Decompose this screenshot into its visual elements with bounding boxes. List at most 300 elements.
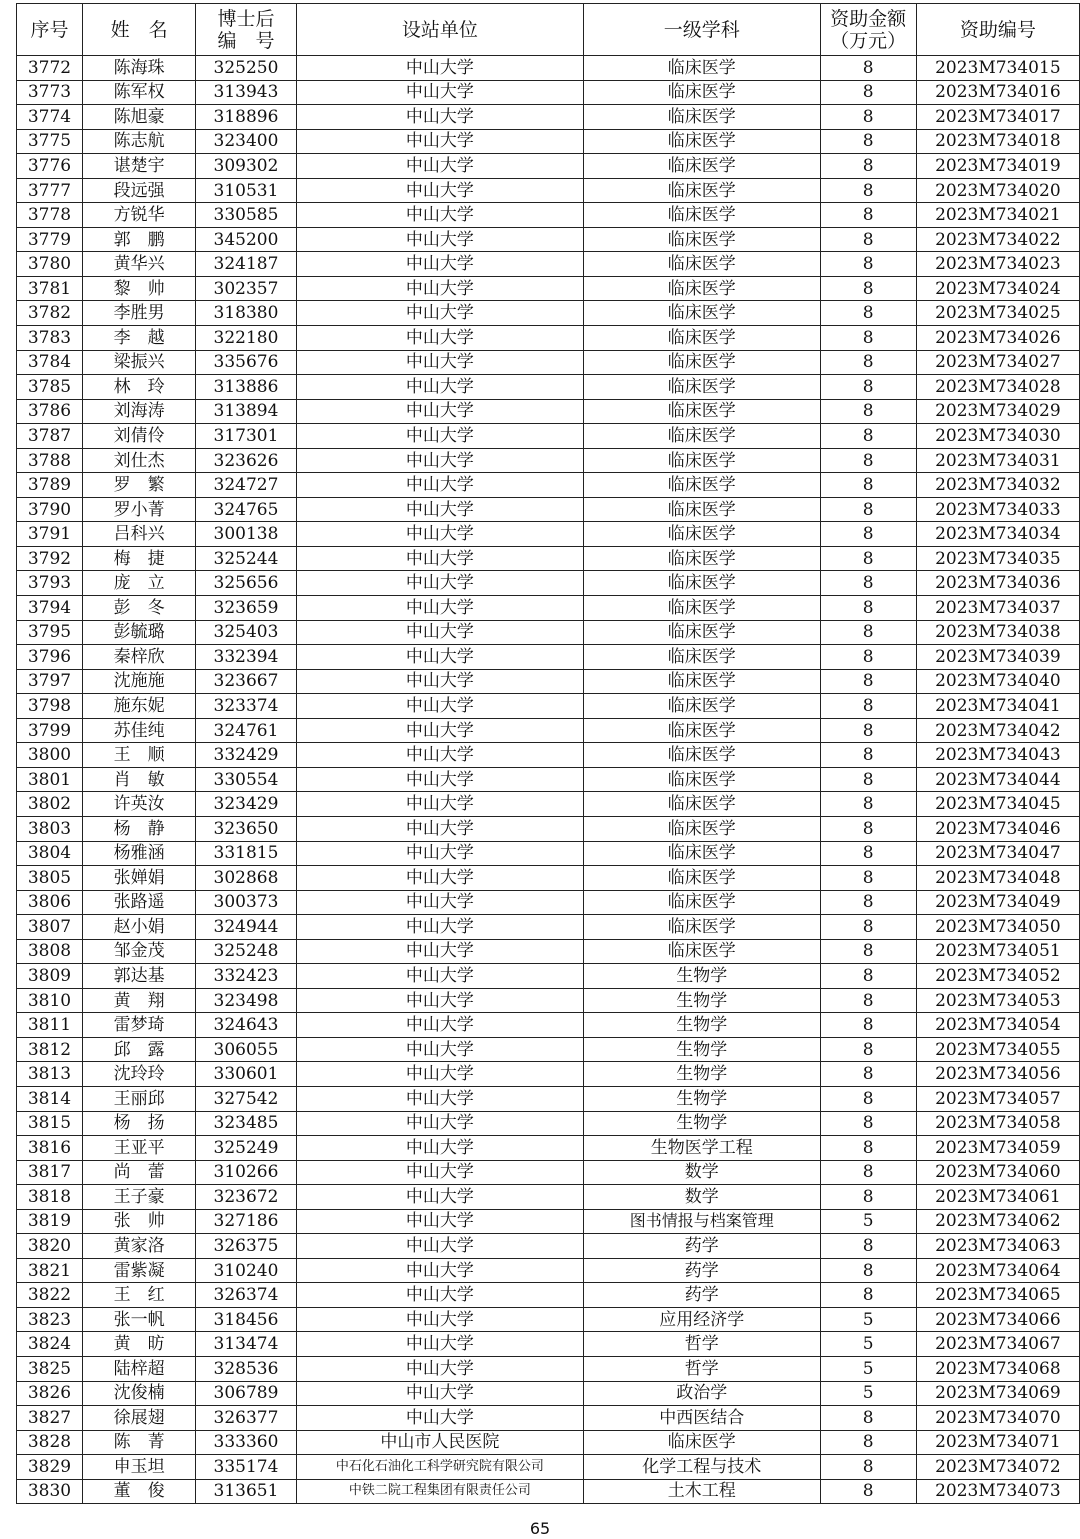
cell-postdoc-no: 318456 [196,1307,296,1332]
cell-seq: 3802 [17,792,83,817]
cell-amount: 8 [820,792,916,817]
cell-postdoc-no: 328536 [196,1356,296,1381]
table-row [17,56,1080,81]
table-row [17,497,1080,522]
table-row [17,1479,1080,1504]
cell-amount: 8 [820,252,916,277]
cell-postdoc-no: 313894 [196,399,296,424]
cell-discipline: 临床医学 [583,866,820,891]
cell-unit: 中山大学 [296,424,583,449]
cell-name: 陆梓超 [82,1356,195,1381]
cell-grant-no: 2023M734056 [916,1062,1079,1087]
cell-seq: 3778 [17,203,83,228]
cell-unit: 中山大学 [296,964,583,989]
cell-amount: 8 [820,620,916,645]
table-row [17,816,1080,841]
cell-discipline: 数学 [583,1185,820,1210]
cell-seq: 3782 [17,301,83,326]
cell-grant-no: 2023M734051 [916,939,1079,964]
cell-postdoc-no: 324765 [196,497,296,522]
cell-amount: 8 [820,571,916,596]
cell-grant-no: 2023M734070 [916,1406,1079,1431]
cell-amount: 8 [820,1111,916,1136]
cell-name: 王 顺 [82,743,195,768]
cell-unit: 中山大学 [296,154,583,179]
cell-name: 李 越 [82,326,195,351]
cell-discipline: 临床医学 [583,276,820,301]
cell-name: 赵小娟 [82,915,195,940]
cell-amount: 8 [820,988,916,1013]
cell-amount: 5 [820,1332,916,1357]
cell-seq: 3783 [17,326,83,351]
table-row [17,1160,1080,1185]
cell-unit: 中山大学 [296,497,583,522]
cell-discipline: 临床医学 [583,399,820,424]
cell-amount: 8 [820,1037,916,1062]
cell-unit: 中山大学 [296,448,583,473]
cell-amount: 8 [820,694,916,719]
cell-discipline: 临床医学 [583,154,820,179]
cell-postdoc-no: 318896 [196,105,296,130]
cell-name: 王子豪 [82,1185,195,1210]
cell-seq: 3824 [17,1332,83,1357]
cell-postdoc-no: 323498 [196,988,296,1013]
cell-name: 吕科兴 [82,522,195,547]
cell-amount: 8 [820,227,916,252]
cell-seq: 3828 [17,1430,83,1455]
cell-discipline: 临床医学 [583,620,820,645]
table-row [17,326,1080,351]
cell-postdoc-no: 325244 [196,546,296,571]
cell-amount: 8 [820,178,916,203]
cell-seq: 3775 [17,129,83,154]
cell-discipline: 临床医学 [583,80,820,105]
cell-amount: 8 [820,767,916,792]
cell-grant-no: 2023M734025 [916,301,1079,326]
cell-grant-no: 2023M734019 [916,154,1079,179]
cell-discipline: 临床医学 [583,890,820,915]
cell-discipline: 临床医学 [583,522,820,547]
header-discipline: 一级学科 [583,4,820,56]
cell-unit: 中山大学 [296,1136,583,1161]
cell-seq: 3774 [17,105,83,130]
cell-grant-no: 2023M734071 [916,1430,1079,1455]
cell-seq: 3830 [17,1479,83,1504]
cell-grant-no: 2023M734065 [916,1283,1079,1308]
cell-unit: 中石化石油化工科学研究院有限公司 [296,1455,583,1480]
cell-seq: 3818 [17,1185,83,1210]
cell-seq: 3825 [17,1356,83,1381]
cell-discipline: 临床医学 [583,694,820,719]
cell-amount: 8 [820,915,916,940]
cell-amount: 8 [820,301,916,326]
cell-name: 尚 蕾 [82,1160,195,1185]
table-row [17,694,1080,719]
cell-discipline: 临床医学 [583,129,820,154]
cell-discipline: 临床医学 [583,497,820,522]
cell-postdoc-no: 323429 [196,792,296,817]
cell-grant-no: 2023M734042 [916,718,1079,743]
table-row [17,1356,1080,1381]
cell-discipline: 中西医结合 [583,1406,820,1431]
cell-unit: 中山大学 [296,375,583,400]
cell-name: 林 玲 [82,375,195,400]
table-row [17,227,1080,252]
cell-unit: 中山大学 [296,718,583,743]
cell-amount: 8 [820,890,916,915]
table-row [17,988,1080,1013]
cell-postdoc-no: 313886 [196,375,296,400]
cell-seq: 3815 [17,1111,83,1136]
table-row [17,252,1080,277]
cell-amount: 8 [820,497,916,522]
table-row [17,743,1080,768]
cell-postdoc-no: 330585 [196,203,296,228]
cell-discipline: 生物学 [583,988,820,1013]
cell-seq: 3829 [17,1455,83,1480]
cell-postdoc-no: 310240 [196,1258,296,1283]
cell-name: 雷紫凝 [82,1258,195,1283]
cell-discipline: 生物学 [583,1013,820,1038]
cell-seq: 3781 [17,276,83,301]
cell-grant-no: 2023M734052 [916,964,1079,989]
cell-discipline: 临床医学 [583,350,820,375]
cell-name: 陈志航 [82,129,195,154]
cell-postdoc-no: 310531 [196,178,296,203]
cell-postdoc-no: 323672 [196,1185,296,1210]
cell-discipline: 临床医学 [583,178,820,203]
cell-postdoc-no: 327186 [196,1209,296,1234]
cell-unit: 中山大学 [296,1406,583,1431]
cell-unit: 中山大学 [296,227,583,252]
cell-seq: 3807 [17,915,83,940]
cell-grant-no: 2023M734059 [916,1136,1079,1161]
table-row [17,1406,1080,1431]
table-row [17,105,1080,130]
cell-discipline: 临床医学 [583,767,820,792]
cell-amount: 8 [820,399,916,424]
cell-name: 黄家洛 [82,1234,195,1259]
cell-name: 王 红 [82,1283,195,1308]
cell-discipline: 临床医学 [583,301,820,326]
table-row [17,1062,1080,1087]
cell-amount: 8 [820,596,916,621]
cell-discipline: 临床医学 [583,939,820,964]
cell-grant-no: 2023M734028 [916,375,1079,400]
cell-grant-no: 2023M734034 [916,522,1079,547]
header-unit: 设站单位 [296,4,583,56]
table-row [17,1086,1080,1111]
cell-discipline: 临床医学 [583,56,820,81]
cell-postdoc-no: 335174 [196,1455,296,1480]
cell-amount: 8 [820,546,916,571]
cell-postdoc-no: 322180 [196,326,296,351]
cell-amount: 8 [820,522,916,547]
table-row [17,399,1080,424]
cell-unit: 中山大学 [296,546,583,571]
cell-seq: 3780 [17,252,83,277]
header-postdoc-no-line2: 编 号 [217,29,275,52]
table-row [17,596,1080,621]
cell-seq: 3798 [17,694,83,719]
cell-grant-no: 2023M734066 [916,1307,1079,1332]
cell-postdoc-no: 325656 [196,571,296,596]
cell-unit: 中山市人民医院 [296,1430,583,1455]
cell-discipline: 临床医学 [583,203,820,228]
cell-postdoc-no: 325250 [196,56,296,81]
cell-unit: 中山大学 [296,326,583,351]
cell-unit: 中山大学 [296,1234,583,1259]
cell-name: 郭达基 [82,964,195,989]
cell-grant-no: 2023M734044 [916,767,1079,792]
cell-unit: 中山大学 [296,939,583,964]
table-row [17,939,1080,964]
cell-amount: 8 [820,841,916,866]
table-row [17,1430,1080,1455]
cell-grant-no: 2023M734036 [916,571,1079,596]
cell-seq: 3808 [17,939,83,964]
cell-seq: 3793 [17,571,83,596]
cell-discipline: 数学 [583,1160,820,1185]
cell-grant-no: 2023M734018 [916,129,1079,154]
cell-seq: 3773 [17,80,83,105]
cell-grant-no: 2023M734067 [916,1332,1079,1357]
cell-name: 罗 繁 [82,473,195,498]
cell-amount: 8 [820,866,916,891]
cell-amount: 8 [820,203,916,228]
cell-amount: 8 [820,1258,916,1283]
cell-postdoc-no: 332423 [196,964,296,989]
cell-grant-no: 2023M734054 [916,1013,1079,1038]
header-postdoc-no-line1: 博士后 [217,7,275,30]
table-row [17,1283,1080,1308]
cell-seq: 3797 [17,669,83,694]
cell-name: 施东妮 [82,694,195,719]
cell-name: 许英汝 [82,792,195,817]
cell-name: 张一帆 [82,1307,195,1332]
cell-postdoc-no: 325403 [196,620,296,645]
cell-postdoc-no: 326375 [196,1234,296,1259]
cell-discipline: 临床医学 [583,227,820,252]
table-row [17,1185,1080,1210]
cell-amount: 8 [820,1136,916,1161]
table-row [17,129,1080,154]
cell-unit: 中山大学 [296,1209,583,1234]
table-header [17,4,1080,56]
cell-seq: 3784 [17,350,83,375]
cell-seq: 3796 [17,645,83,670]
cell-grant-no: 2023M734041 [916,694,1079,719]
cell-name: 黄华兴 [82,252,195,277]
cell-grant-no: 2023M734021 [916,203,1079,228]
cell-grant-no: 2023M734053 [916,988,1079,1013]
cell-amount: 8 [820,105,916,130]
cell-discipline: 临床医学 [583,424,820,449]
cell-unit: 中山大学 [296,743,583,768]
cell-name: 刘倩伶 [82,424,195,449]
cell-amount: 5 [820,1356,916,1381]
cell-amount: 8 [820,669,916,694]
cell-amount: 8 [820,326,916,351]
cell-postdoc-no: 325249 [196,1136,296,1161]
cell-unit: 中山大学 [296,915,583,940]
cell-grant-no: 2023M734069 [916,1381,1079,1406]
cell-postdoc-no: 313651 [196,1479,296,1504]
cell-discipline: 临床医学 [583,743,820,768]
table-row [17,1332,1080,1357]
cell-seq: 3805 [17,866,83,891]
cell-grant-no: 2023M734023 [916,252,1079,277]
cell-grant-no: 2023M734017 [916,105,1079,130]
cell-seq: 3772 [17,56,83,81]
cell-grant-no: 2023M734047 [916,841,1079,866]
cell-postdoc-no: 327542 [196,1086,296,1111]
cell-name: 刘仕杰 [82,448,195,473]
funding-list-sheet [16,3,1080,1504]
cell-grant-no: 2023M734015 [916,56,1079,81]
cell-discipline: 生物学 [583,1111,820,1136]
cell-name: 李胜男 [82,301,195,326]
cell-postdoc-no: 323650 [196,816,296,841]
cell-grant-no: 2023M734027 [916,350,1079,375]
cell-amount: 8 [820,375,916,400]
cell-seq: 3816 [17,1136,83,1161]
cell-seq: 3777 [17,178,83,203]
cell-discipline: 生物学 [583,1086,820,1111]
cell-name: 黄 昉 [82,1332,195,1357]
cell-name: 董 俊 [82,1479,195,1504]
cell-name: 郭 鹏 [82,227,195,252]
cell-grant-no: 2023M734040 [916,669,1079,694]
cell-unit: 中山大学 [296,350,583,375]
cell-unit: 中山大学 [296,1283,583,1308]
table-row [17,154,1080,179]
cell-unit: 中山大学 [296,645,583,670]
cell-grant-no: 2023M734073 [916,1479,1079,1504]
cell-seq: 3814 [17,1086,83,1111]
cell-discipline: 哲学 [583,1332,820,1357]
table-row [17,276,1080,301]
table-row [17,448,1080,473]
cell-discipline: 临床医学 [583,1430,820,1455]
cell-seq: 3821 [17,1258,83,1283]
header-amount [820,4,916,56]
cell-seq: 3812 [17,1037,83,1062]
cell-discipline: 临床医学 [583,448,820,473]
cell-seq: 3810 [17,988,83,1013]
cell-name: 雷梦琦 [82,1013,195,1038]
cell-discipline: 图书情报与档案管理 [583,1209,820,1234]
cell-name: 苏佳纯 [82,718,195,743]
cell-postdoc-no: 318380 [196,301,296,326]
cell-amount: 8 [820,473,916,498]
cell-unit: 中山大学 [296,276,583,301]
cell-grant-no: 2023M734033 [916,497,1079,522]
cell-name: 刘海涛 [82,399,195,424]
cell-name: 秦梓欣 [82,645,195,670]
cell-name: 庞 立 [82,571,195,596]
cell-postdoc-no: 324643 [196,1013,296,1038]
table-row [17,645,1080,670]
cell-name: 王丽邱 [82,1086,195,1111]
cell-discipline: 药学 [583,1283,820,1308]
cell-discipline: 临床医学 [583,473,820,498]
cell-unit: 中山大学 [296,1111,583,1136]
cell-discipline: 临床医学 [583,669,820,694]
table-row [17,1111,1080,1136]
cell-name: 申玉坦 [82,1455,195,1480]
cell-discipline: 临床医学 [583,326,820,351]
cell-seq: 3823 [17,1307,83,1332]
cell-grant-no: 2023M734029 [916,399,1079,424]
cell-name: 邱 露 [82,1037,195,1062]
cell-postdoc-no: 324187 [196,252,296,277]
cell-unit: 中山大学 [296,1160,583,1185]
cell-name: 段远强 [82,178,195,203]
cell-unit: 中山大学 [296,1381,583,1406]
cell-name: 沈玲玲 [82,1062,195,1087]
table-row [17,1037,1080,1062]
cell-grant-no: 2023M734024 [916,276,1079,301]
table-row [17,1234,1080,1259]
table-row [17,546,1080,571]
cell-unit: 中山大学 [296,1062,583,1087]
cell-grant-no: 2023M734032 [916,473,1079,498]
cell-name: 罗小菁 [82,497,195,522]
cell-postdoc-no: 323659 [196,596,296,621]
cell-amount: 8 [820,964,916,989]
cell-amount: 5 [820,1209,916,1234]
cell-postdoc-no: 323667 [196,669,296,694]
cell-unit: 中山大学 [296,252,583,277]
cell-seq: 3785 [17,375,83,400]
cell-postdoc-no: 323485 [196,1111,296,1136]
cell-unit: 中山大学 [296,105,583,130]
cell-grant-no: 2023M734072 [916,1455,1079,1480]
cell-name: 杨 扬 [82,1111,195,1136]
cell-seq: 3795 [17,620,83,645]
cell-unit: 中山大学 [296,80,583,105]
cell-discipline: 临床医学 [583,105,820,130]
cell-discipline: 药学 [583,1234,820,1259]
cell-postdoc-no: 345200 [196,227,296,252]
cell-seq: 3779 [17,227,83,252]
cell-unit: 中山大学 [296,1258,583,1283]
cell-amount: 8 [820,56,916,81]
table-row [17,80,1080,105]
table-row [17,1013,1080,1038]
table-row [17,964,1080,989]
cell-discipline: 生物学 [583,964,820,989]
cell-grant-no: 2023M734030 [916,424,1079,449]
table-row [17,301,1080,326]
table-row [17,473,1080,498]
cell-seq: 3787 [17,424,83,449]
cell-name: 彭毓璐 [82,620,195,645]
cell-name: 黄 翔 [82,988,195,1013]
cell-name: 张路遥 [82,890,195,915]
table-row [17,767,1080,792]
cell-postdoc-no: 302868 [196,866,296,891]
cell-grant-no: 2023M734031 [916,448,1079,473]
cell-unit: 中山大学 [296,1185,583,1210]
cell-seq: 3791 [17,522,83,547]
cell-grant-no: 2023M734055 [916,1037,1079,1062]
cell-seq: 3806 [17,890,83,915]
cell-amount: 8 [820,718,916,743]
cell-seq: 3817 [17,1160,83,1185]
cell-unit: 中山大学 [296,1086,583,1111]
